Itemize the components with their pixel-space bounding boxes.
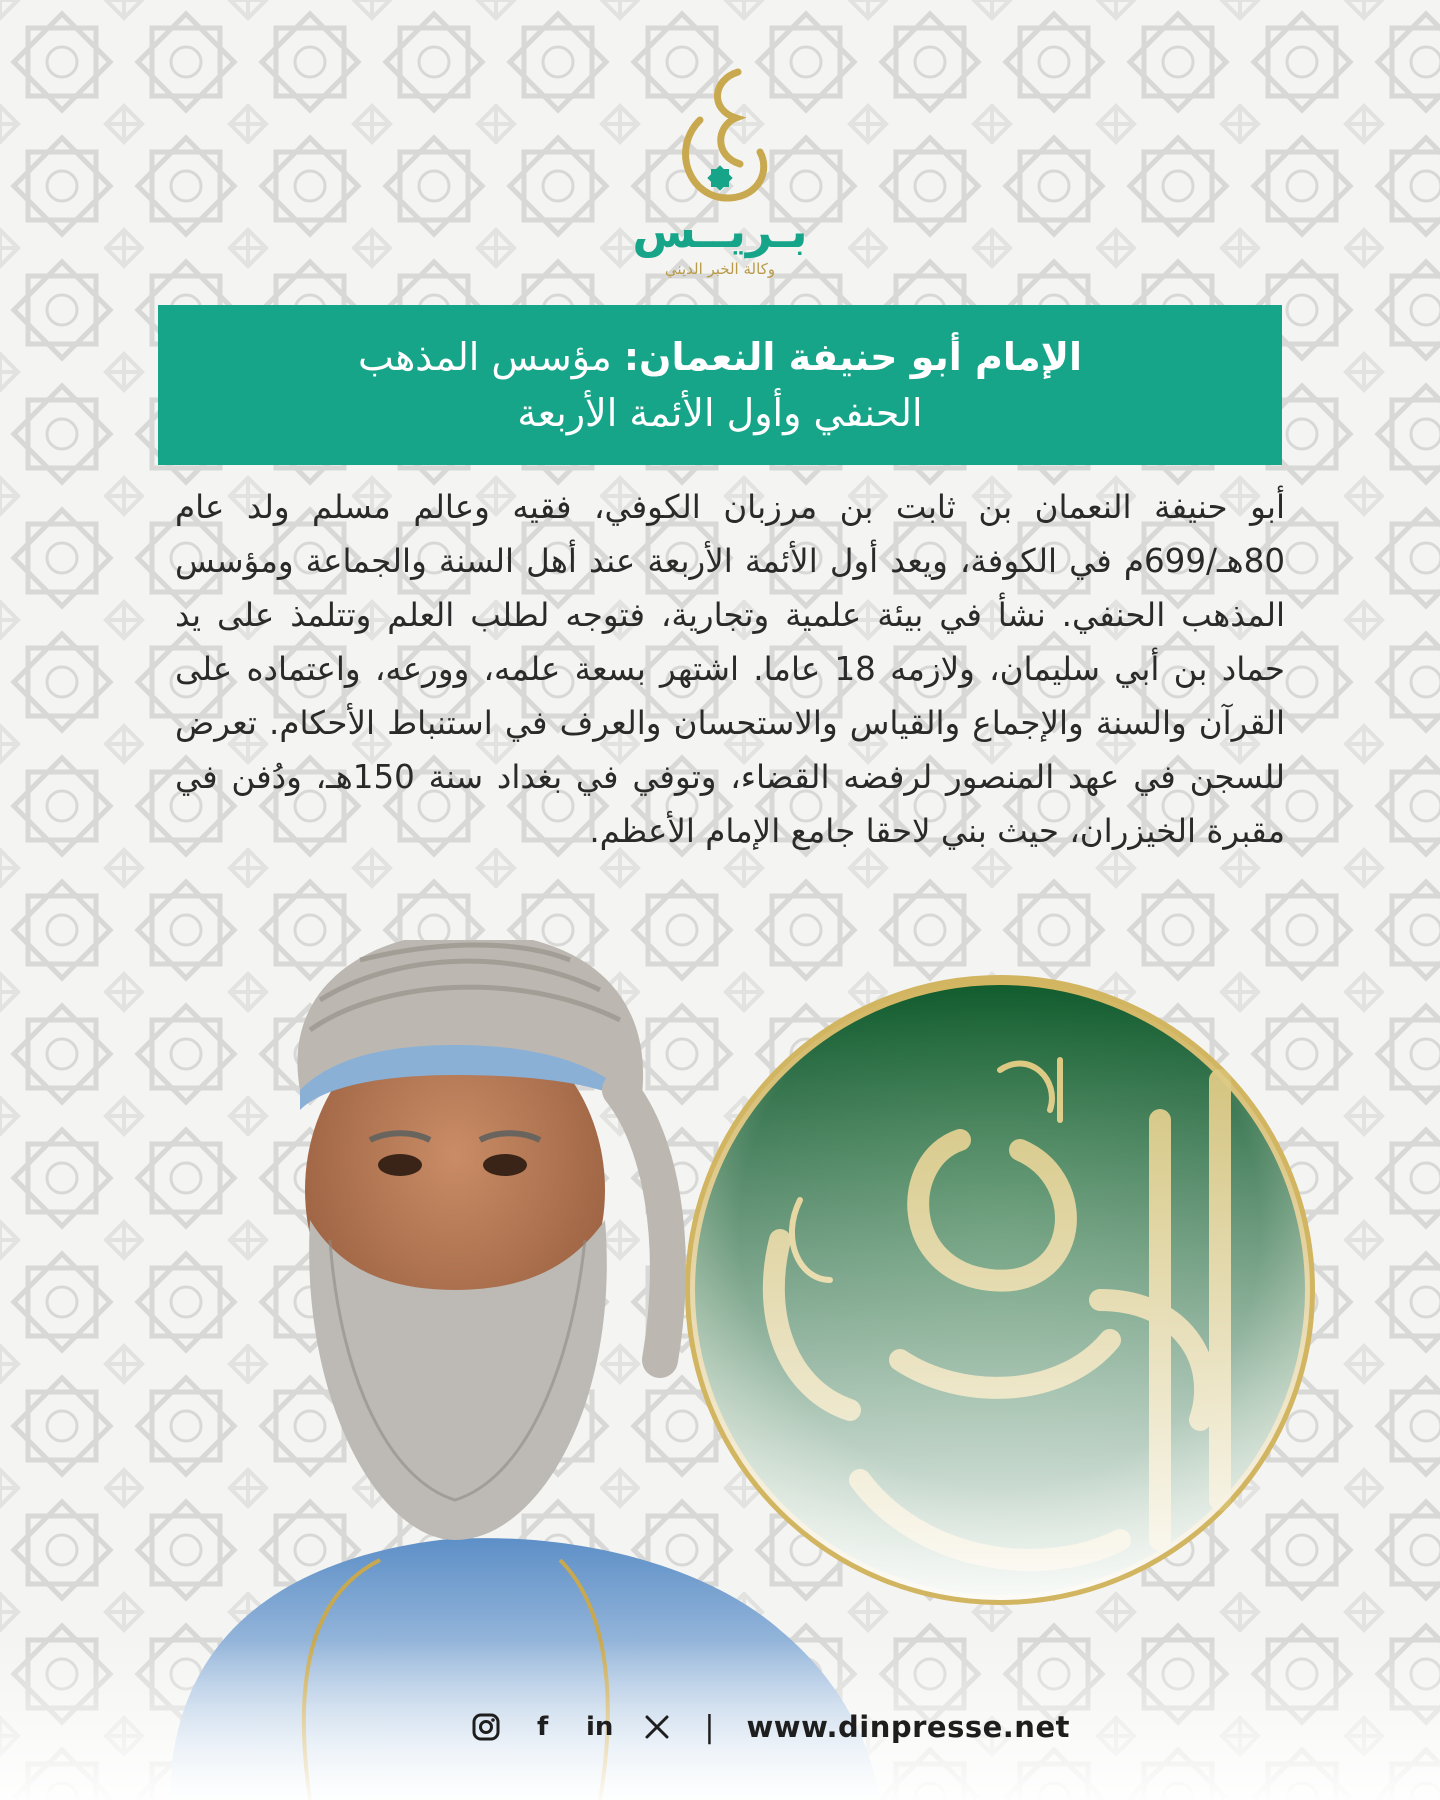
facebook-icon[interactable]: f bbox=[536, 1712, 549, 1742]
brand-name: بـريــس bbox=[632, 204, 808, 258]
brand-tagline: وكالة الخبر الديني bbox=[664, 260, 776, 278]
footer-separator: | bbox=[704, 1709, 715, 1745]
calligraphy-medallion bbox=[690, 980, 1310, 1600]
title-name: الإمام أبو حنيفة النعمان: bbox=[623, 335, 1083, 379]
instagram-icon[interactable] bbox=[470, 1711, 501, 1743]
title-line-1 bbox=[308, 329, 1132, 385]
portrait-artwork bbox=[0, 940, 1440, 1800]
logo-emblem-icon bbox=[620, 60, 820, 210]
title-line-2: الحنفي وأول الأئمة الأربعة bbox=[517, 391, 923, 435]
brand-logo bbox=[620, 60, 820, 290]
footer-bar bbox=[470, 1702, 1070, 1752]
title-line-1-rest: مؤسس المذهب bbox=[357, 335, 612, 379]
x-icon[interactable] bbox=[641, 1711, 672, 1743]
website-link[interactable]: www.dinpresse.net bbox=[746, 1710, 1070, 1744]
linkedin-icon[interactable]: in bbox=[586, 1712, 614, 1742]
title-banner bbox=[158, 305, 1282, 465]
biography-paragraph: أبو حنيفة النعمان بن ثابت بن مرزبان الكوفي، فقيه وعالم مسلم ولد عام 80هـ/699م في الكوفة، ويعد أول الأئمة الأربعة عند أهل السنة والجماعة ومؤسس المذهب الحنفي. نشأ في بيئة علمية وتجارية، فتوجه لطلب العلم وتتلمذ على يد حماد بن أبي سليمان، ولازمه 18 عاما. اشتهر بسعة علمه، وورعه، واعتماده على القرآن والسنة والإجماع والقياس والاستحسان والعرف في استنباط الأحكام. تعرض للسجن في عهد المنصور لرفضه القضاء، وتوفي في بغداد سنة 150هـ، ودُفن في مقبرة الخيزران، حيث بني لاحقا جامع الإمام الأعظم. bbox=[175, 488, 1285, 850]
